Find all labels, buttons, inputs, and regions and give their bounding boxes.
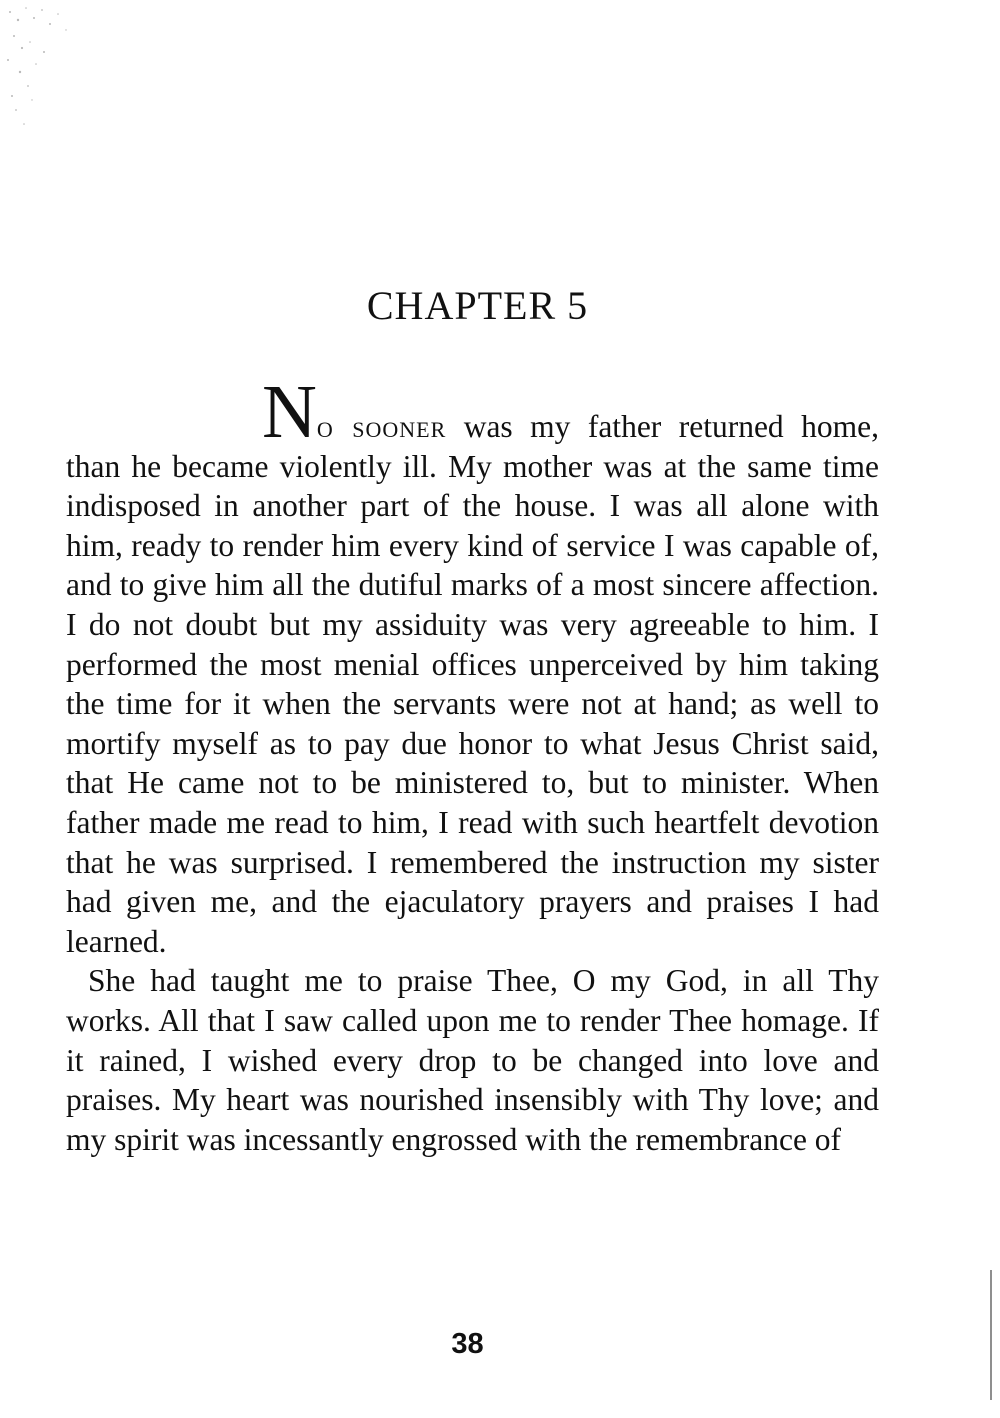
- opening-small-caps: o sooner: [316, 409, 447, 444]
- scan-edge-line: [990, 1270, 992, 1400]
- body-text: [66, 370, 879, 1159]
- drop-cap: N: [262, 370, 317, 454]
- scan-speckle: [0, 0, 120, 150]
- paragraph-1-text: was my father returned home, than he became violently ill. My mother was at the same time indisposed in another part of the house. I was all alone with him, ready to render him every kind of service I was capable of, and to give him all the dutiful marks of a most sincere affection. I do not doubt but my assiduity was very agreeable to him. I performed the most menial offices unperceived by him taking the time for it when the servants were not at hand; as well to mortify myself as to pay due honor to what Jesus Christ said, that He came not to be ministered to, but to minister. When father made me read to him, I read with such heartfelt devotion that he was surprised. I remembered the instruction my sister had given me, and the ejaculatory prayers and praises I had learned.: [66, 409, 879, 959]
- chapter-title: CHAPTER 5: [366, 283, 589, 328]
- paragraph-2: She had taught me to praise Thee, O my God, in all Thy works. All that I saw called upon me to render Thee homage. If it rained, I wished every drop to be changed into love and praises. My heart was nourished insensibly with Thy love; and my spirit was incessantly engrossed with the remembrance of: [66, 963, 879, 1157]
- page-number: 38: [451, 1328, 484, 1360]
- paragraph-1: [66, 370, 879, 961]
